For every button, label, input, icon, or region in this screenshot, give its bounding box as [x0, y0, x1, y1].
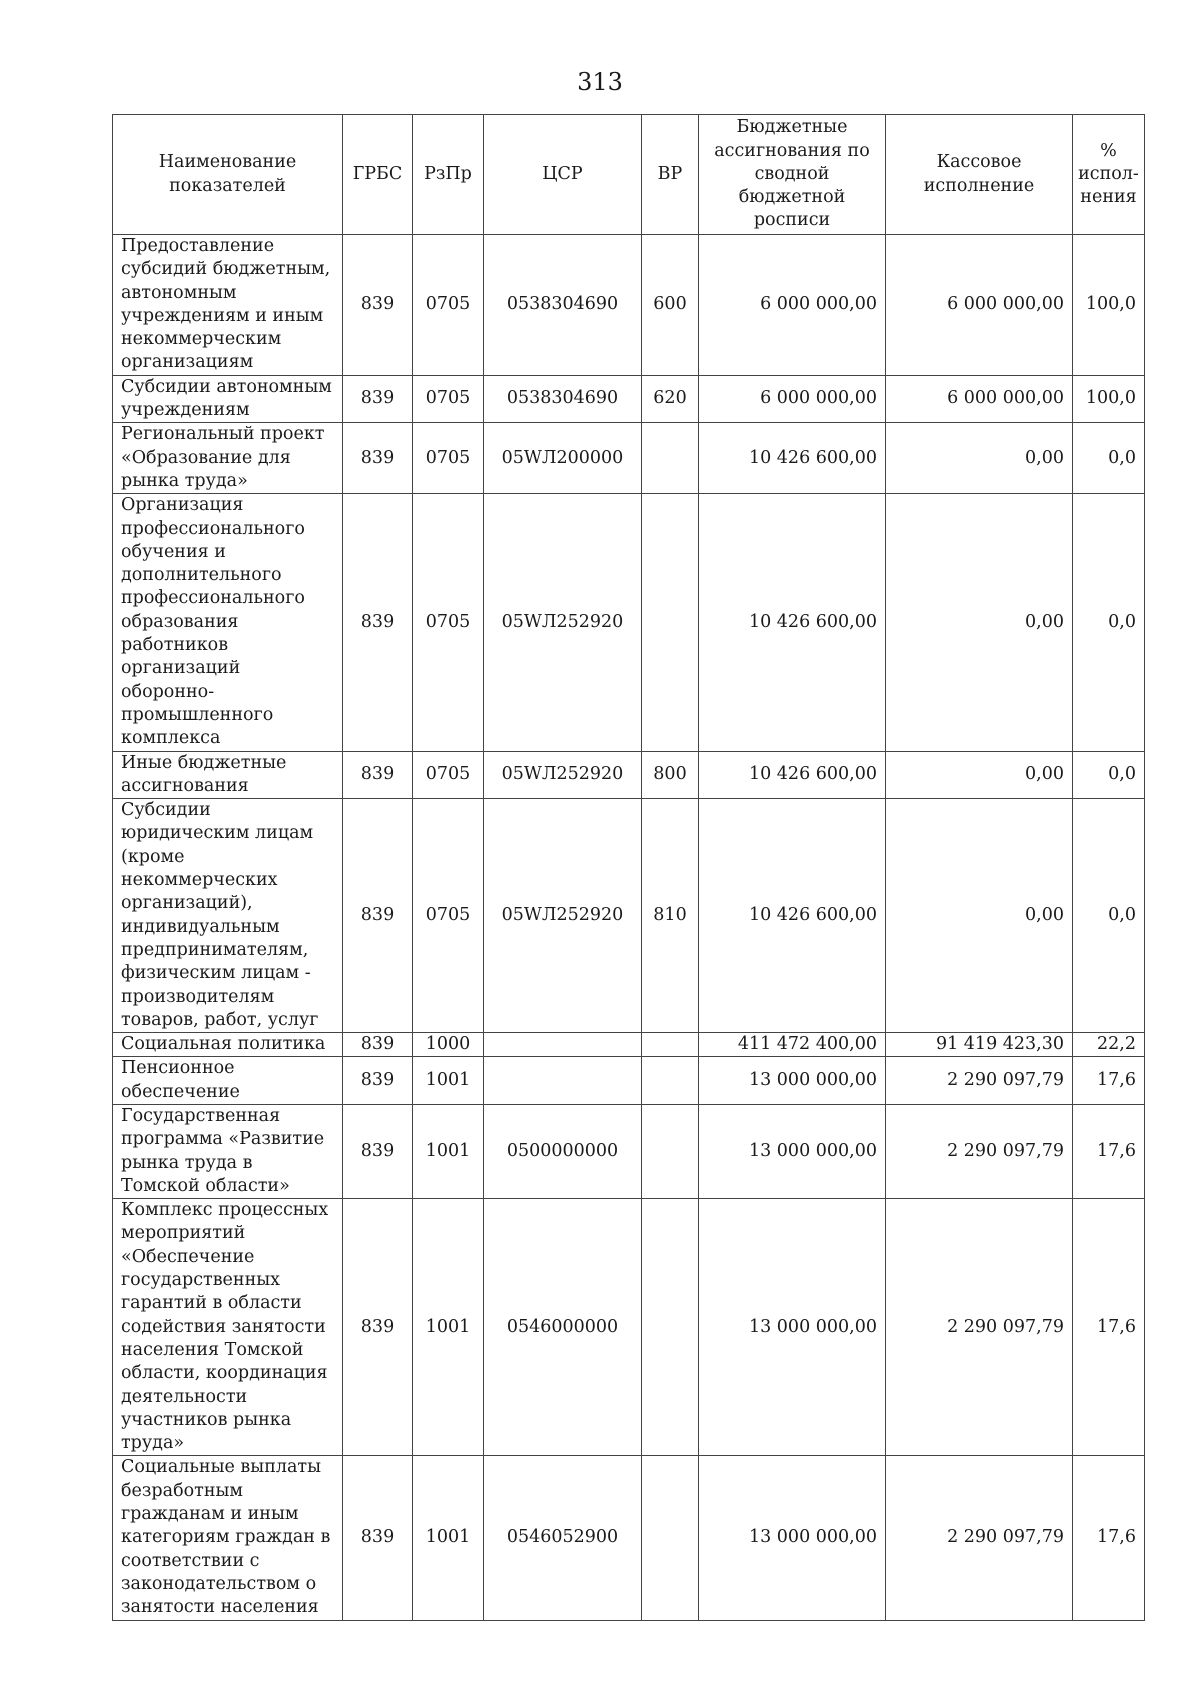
cell-cash-execution: 2 290 097,79 [886, 1104, 1073, 1198]
table-body [113, 235, 1145, 1621]
cell-percent: 17,6 [1073, 1057, 1145, 1105]
cell-grbs: 839 [343, 1199, 413, 1456]
cell-assignments: 6 000 000,00 [699, 375, 886, 423]
table-row [113, 1104, 1145, 1198]
cell-csr: 05WЛ252920 [484, 799, 642, 1033]
table-row [113, 1456, 1145, 1620]
cell-cash-execution: 0,00 [886, 494, 1073, 751]
header-cash-execution: Кассовое исполнение [886, 115, 1073, 235]
cell-name: Комплекс процессных мероприятий «Обеспечение государственных гарантий в области содействия занятости населения Томской области, координация деятельности участников рынка труда» [113, 1199, 343, 1456]
cell-grbs: 839 [343, 1104, 413, 1198]
cell-rzpr: 0705 [413, 235, 484, 376]
cell-cash-execution: 0,00 [886, 423, 1073, 494]
cell-cash-execution: 0,00 [886, 799, 1073, 1033]
cell-assignments: 13 000 000,00 [699, 1104, 886, 1198]
cell-rzpr: 0705 [413, 751, 484, 799]
table-row [113, 375, 1145, 423]
cell-rzpr: 0705 [413, 799, 484, 1033]
cell-grbs: 839 [343, 375, 413, 423]
table-row [113, 1199, 1145, 1456]
cell-name: Субсидии автономным учреждениям [113, 375, 343, 423]
cell-csr [484, 1033, 642, 1057]
table-row [113, 799, 1145, 1033]
cell-name: Организация профессионального обучения и дополнительного профессионального образования работников организаций оборонно-промышленного комплекса [113, 494, 343, 751]
cell-vr [642, 1033, 699, 1057]
cell-percent: 0,0 [1073, 799, 1145, 1033]
cell-assignments: 10 426 600,00 [699, 423, 886, 494]
cell-assignments: 10 426 600,00 [699, 799, 886, 1033]
cell-cash-execution: 2 290 097,79 [886, 1456, 1073, 1620]
cell-cash-execution: 2 290 097,79 [886, 1057, 1073, 1105]
cell-name: Региональный проект «Образование для рынка труда» [113, 423, 343, 494]
header-grbs: ГРБС [343, 115, 413, 235]
header-vr: ВР [642, 115, 699, 235]
cell-csr: 0500000000 [484, 1104, 642, 1198]
cell-percent: 100,0 [1073, 375, 1145, 423]
cell-name: Социальная политика [113, 1033, 343, 1057]
cell-name: Государственная программа «Развитие рынка труда в Томской области» [113, 1104, 343, 1198]
cell-vr: 800 [642, 751, 699, 799]
cell-percent: 22,2 [1073, 1033, 1145, 1057]
table-row [113, 1057, 1145, 1105]
header-csr: ЦСР [484, 115, 642, 235]
header-rzpr: РзПр [413, 115, 484, 235]
cell-percent: 17,6 [1073, 1456, 1145, 1620]
table-row [113, 751, 1145, 799]
cell-csr: 0546052900 [484, 1456, 642, 1620]
cell-assignments: 10 426 600,00 [699, 751, 886, 799]
table-row [113, 494, 1145, 751]
cell-vr: 600 [642, 235, 699, 376]
cell-rzpr: 1001 [413, 1057, 484, 1105]
cell-rzpr: 0705 [413, 423, 484, 494]
cell-csr: 05WЛ252920 [484, 751, 642, 799]
cell-cash-execution: 2 290 097,79 [886, 1199, 1073, 1456]
cell-vr: 810 [642, 799, 699, 1033]
cell-percent: 0,0 [1073, 423, 1145, 494]
cell-csr: 05WЛ252920 [484, 494, 642, 751]
table-row [113, 423, 1145, 494]
cell-grbs: 839 [343, 751, 413, 799]
table-row [113, 235, 1145, 376]
cell-name: Иные бюджетные ассигнования [113, 751, 343, 799]
cell-vr: 620 [642, 375, 699, 423]
cell-grbs: 839 [343, 494, 413, 751]
cell-cash-execution: 91 419 423,30 [886, 1033, 1073, 1057]
budget-execution-table [112, 114, 1145, 1621]
cell-rzpr: 1000 [413, 1033, 484, 1057]
cell-vr [642, 494, 699, 751]
cell-assignments: 13 000 000,00 [699, 1456, 886, 1620]
cell-assignments: 6 000 000,00 [699, 235, 886, 376]
cell-rzpr: 0705 [413, 494, 484, 751]
cell-rzpr: 0705 [413, 375, 484, 423]
cell-grbs: 839 [343, 1057, 413, 1105]
cell-vr [642, 1456, 699, 1620]
cell-percent: 100,0 [1073, 235, 1145, 376]
cell-cash-execution: 6 000 000,00 [886, 375, 1073, 423]
cell-vr [642, 1057, 699, 1105]
cell-cash-execution: 6 000 000,00 [886, 235, 1073, 376]
cell-assignments: 10 426 600,00 [699, 494, 886, 751]
cell-csr [484, 1057, 642, 1105]
cell-name: Социальные выплаты безработным гражданам и иным категориям граждан в соответствии с законодательством о занятости населения [113, 1456, 343, 1620]
cell-grbs: 839 [343, 1456, 413, 1620]
cell-percent: 17,6 [1073, 1199, 1145, 1456]
header-percent: % испол-нения [1073, 115, 1145, 235]
cell-vr [642, 1199, 699, 1456]
cell-assignments: 13 000 000,00 [699, 1199, 886, 1456]
cell-rzpr: 1001 [413, 1456, 484, 1620]
page-number: 313 [577, 68, 623, 96]
cell-vr [642, 1104, 699, 1198]
header-name: Наименование показателей [113, 115, 343, 235]
header-assignments: Бюджетные ассигнования по сводной бюджетной росписи [699, 115, 886, 235]
cell-grbs: 839 [343, 799, 413, 1033]
cell-csr: 0538304690 [484, 375, 642, 423]
cell-csr: 05WЛ200000 [484, 423, 642, 494]
cell-grbs: 839 [343, 423, 413, 494]
cell-cash-execution: 0,00 [886, 751, 1073, 799]
cell-rzpr: 1001 [413, 1199, 484, 1456]
cell-assignments: 13 000 000,00 [699, 1057, 886, 1105]
cell-percent: 17,6 [1073, 1104, 1145, 1198]
cell-assignments: 411 472 400,00 [699, 1033, 886, 1057]
cell-grbs: 839 [343, 1033, 413, 1057]
cell-name: Субсидии юридическим лицам (кроме некоммерческих организаций), индивидуальным предпринимателям, физическим лицам - производителям товаров, работ, услуг [113, 799, 343, 1033]
cell-name: Пенсионное обеспечение [113, 1057, 343, 1105]
cell-percent: 0,0 [1073, 494, 1145, 751]
table-row [113, 1033, 1145, 1057]
cell-csr: 0538304690 [484, 235, 642, 376]
cell-grbs: 839 [343, 235, 413, 376]
cell-rzpr: 1001 [413, 1104, 484, 1198]
cell-name: Предоставление субсидий бюджетным, автономным учреждениям и иным некоммерческим организациям [113, 235, 343, 376]
cell-percent: 0,0 [1073, 751, 1145, 799]
cell-csr: 0546000000 [484, 1199, 642, 1456]
cell-vr [642, 423, 699, 494]
header-row [113, 115, 1145, 235]
